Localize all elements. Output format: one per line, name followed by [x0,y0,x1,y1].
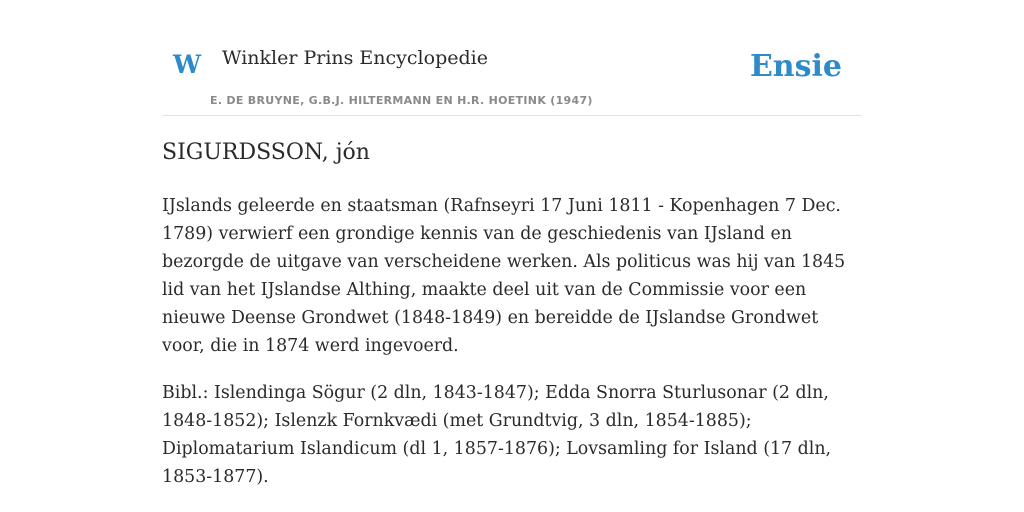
ensie-brand-logo[interactable]: Ensie [749,49,842,84]
publication-title[interactable]: Winkler Prins Encyclopedie [222,47,488,69]
entry-bibliography: Bibl.: Islendinga Sögur (2 dln, 1843-1847); Edda Snorra Sturlusonar (2 dln, 1848-1852); Islenzk Fornkvædi (met Grundtvig, 3 dln, 1854-1885); Diplomatarium Islandicum (dl 1, 1857-1876); Lovsamling for Island (17 dln, 1853-1877). [162,383,832,487]
publication-header [162,0,862,116]
entry-title: SIGURDSSON, jón [162,140,370,165]
article-card [162,0,862,487]
publication-authors: E. DE BRUYNE, G.B.J. HILTERMANN EN H.R. HOETINK (1947) [210,94,593,107]
entry-paragraph: IJslands geleerde en staatsman (Rafnseyri 17 Juni 1811 - Kopenhagen 7 Dec. 1789) verwierf een grondige kennis van de geschiedenis van IJsland en bezorgde de uitgave van verscheidene werken. Als politicus was hij van 1845 lid van het IJslandse Althing, maakte deel uit van de Commissie voor een nieuwe Deense Grondwet (1848-1849) en bereidde de IJslandse Grondwet voor, die in 1874 werd ingevoerd. [162,196,846,356]
publication-logo[interactable]: W [173,50,202,79]
